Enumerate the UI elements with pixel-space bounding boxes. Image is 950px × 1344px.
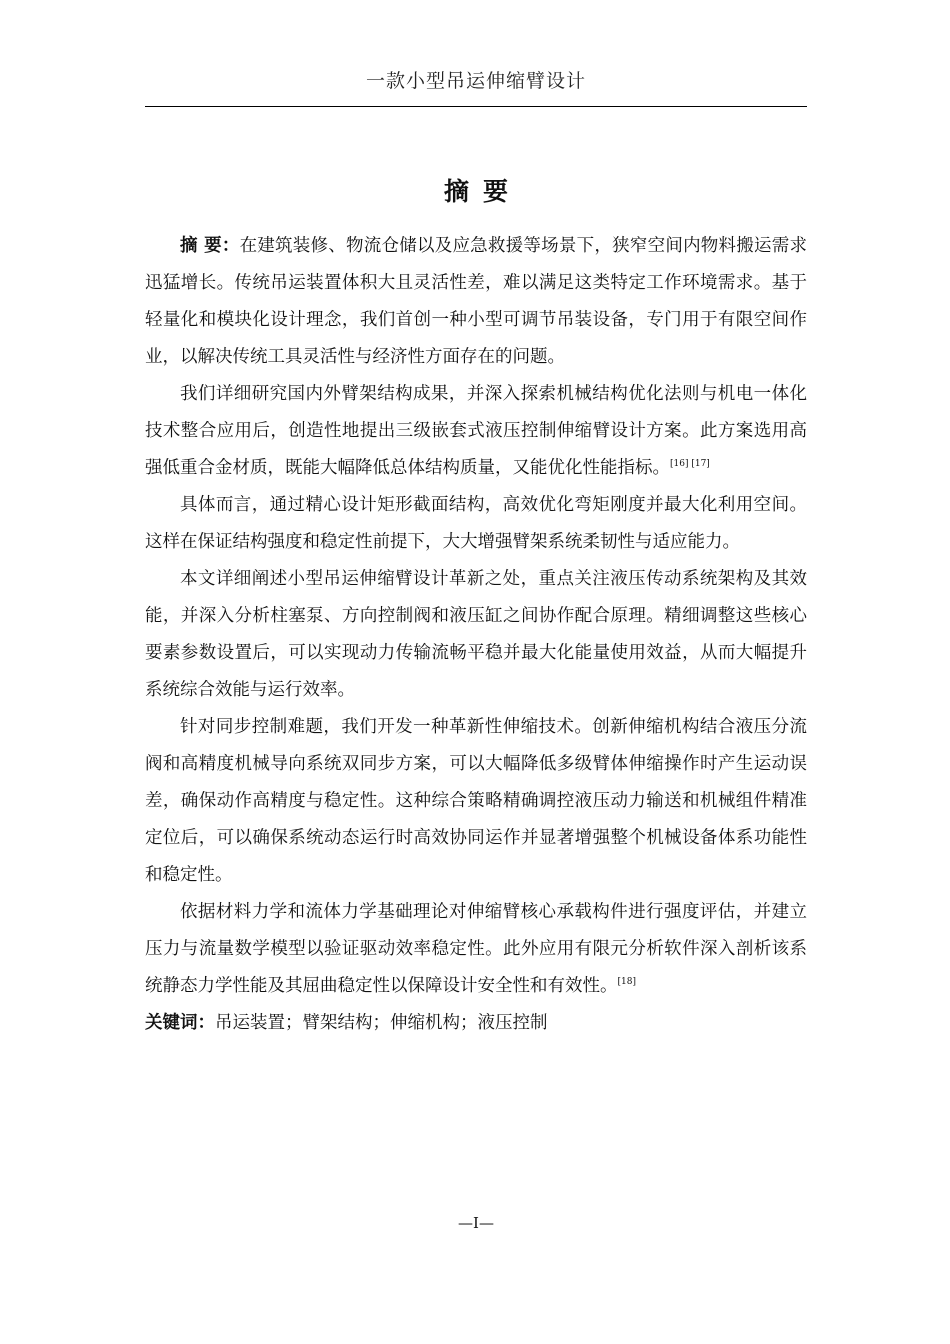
running-header: 一款小型吊运伸缩臂设计	[365, 70, 586, 92]
abstract-paragraph-2-text: 我们详细研究国内外臂架结构成果，并深入探索机械结构优化法则与机电一体化技术整合应用后，创造性地提出三级嵌套式液压控制伸缩臂设计方案。此方案选用高强低重合金材质，既能大幅降低总体结构质量，又能优化性能指标。	[145, 384, 807, 478]
citation-18: [18]	[617, 977, 636, 987]
header-divider	[145, 106, 807, 107]
keywords-value: 吊运装置；臂架结构；伸缩机构；液压控制	[215, 1013, 548, 1033]
abstract-paragraph-6-text: 依据材料力学和流体力学基础理论对伸缩臂核心承载构件进行强度评估，并建立压力与流量数学模型以验证驱动效率稳定性。此外应用有限元分析软件深入剖析该系统静态力学性能及其屈曲稳定性以保障设计安全性和有效性。	[145, 902, 807, 996]
citation-16-17: [16] [17]	[670, 459, 710, 469]
keywords-label: 关键词：	[145, 1013, 215, 1033]
abstract-paragraph-1-text: 在建筑装修、物流仓储以及应急救援等场景下，狭窄空间内物料搬运需求迅猛增长。传统吊运装置体积大且灵活性差，难以满足这类特定工作环境需求。基于轻量化和模块化设计理念，我们首创一种小型可调节吊装设备，专门用于有限空间作业，以解决传统工具灵活性与经济性方面存在的问题。	[145, 236, 808, 367]
page-number: —I—	[458, 1214, 494, 1232]
abstract-paragraph-5: 针对同步控制难题，我们开发一种革新性伸缩技术。创新伸缩机构结合液压分流阀和高精度机械导向系统双同步方案，可以大幅降低多级臂体伸缩操作时产生运动误差，确保动作高精度与稳定性。这种综合策略精确调控液压动力输送和机械组件精准定位后，可以确保系统动态运行时高效协同运作并显著增强整个机械设备体系功能性和稳定性。	[145, 717, 807, 885]
abstract-paragraph-3: 具体而言，通过精心设计矩形截面结构，高效优化弯矩刚度并最大化利用空间。这样在保证结构强度和稳定性前提下，大大增强臂架系统柔韧性与适应能力。	[145, 495, 807, 552]
keywords-line	[145, 1005, 807, 1042]
abstract-body	[145, 228, 807, 1042]
abstract-paragraph-4: 本文详细阐述小型吊运伸缩臂设计革新之处，重点关注液压传动系统架构及其效能，并深入分析柱塞泵、方向控制阀和液压缸之间协作配合原理。精细调整这些核心要素参数设置后，可以实现动力传输流畅平稳并最大化能量使用效益，从而大幅提升系统综合效能与运行效率。	[145, 569, 807, 700]
abstract-paragraph-1	[145, 228, 807, 376]
abstract-paragraph-6	[145, 894, 807, 1005]
abstract-label: 摘 要：	[180, 236, 240, 256]
page-title: 摘要	[443, 177, 522, 206]
abstract-paragraph-2	[145, 376, 807, 487]
